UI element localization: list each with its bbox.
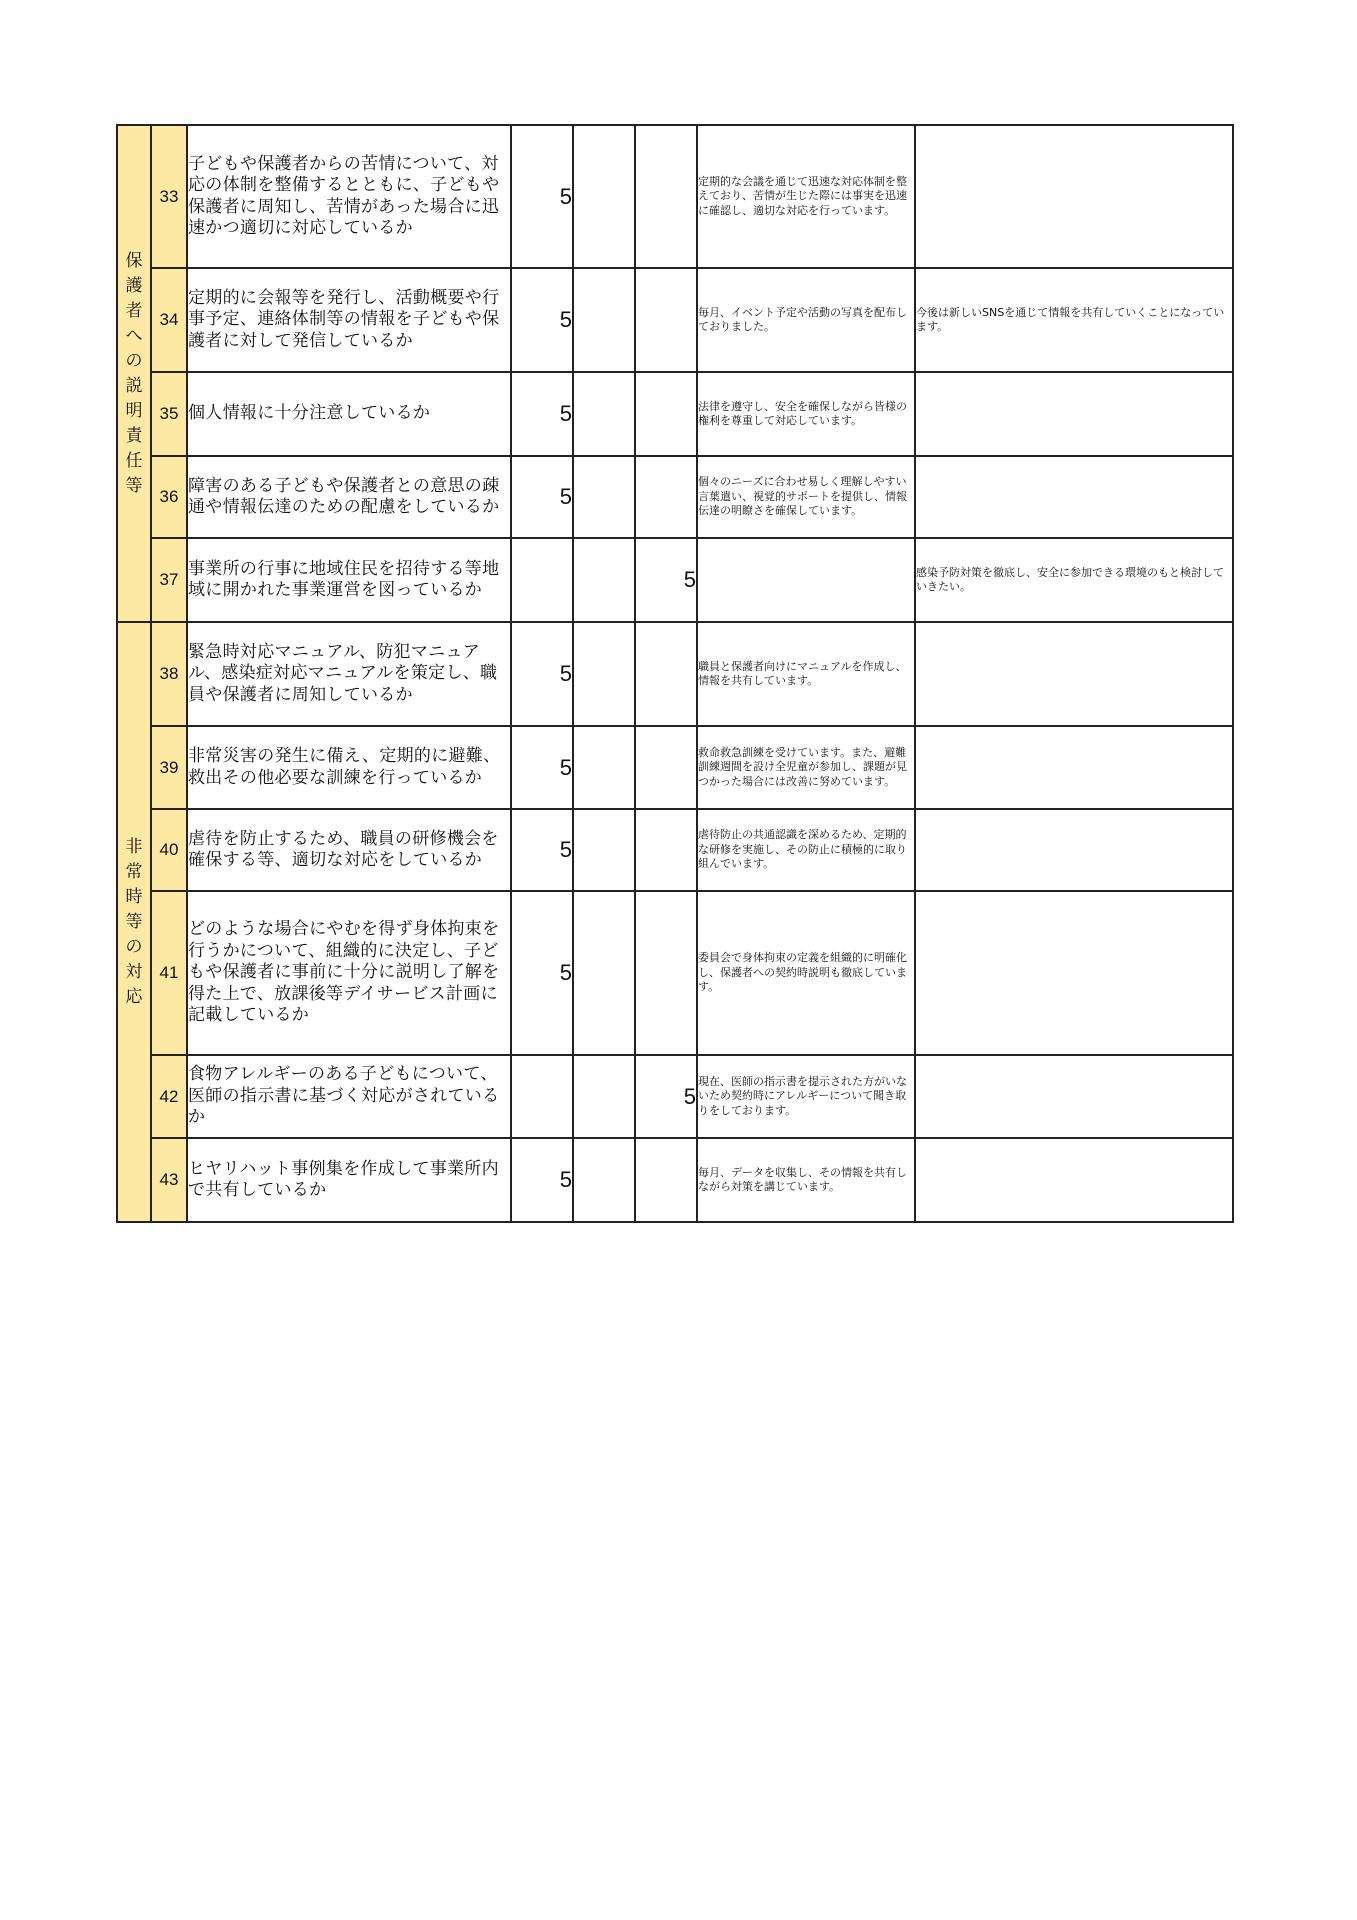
improvement-note [915, 125, 1233, 268]
status-note [697, 538, 915, 622]
item-number: 43 [151, 1138, 187, 1222]
status-note: 救命救急訓練を受けています。また、避難訓練週間を設け全児童が参加し、課題が見つかった場合には改善に努めています。 [697, 726, 915, 809]
count-yes [511, 1055, 573, 1138]
count-unknown [573, 809, 635, 891]
item-number: 37 [151, 538, 187, 622]
question-text: 定期的に会報等を発行し、活動概要や行事予定、連絡体制等の情報を子どもや保護者に対して発信しているか [187, 268, 511, 372]
count-yes: 5 [511, 1138, 573, 1222]
count-unknown [573, 1055, 635, 1138]
improvement-note [915, 372, 1233, 456]
table-row [117, 891, 1233, 1055]
table-row [117, 622, 1233, 726]
count-unknown [573, 268, 635, 372]
improvement-note [915, 891, 1233, 1055]
question-text: 緊急時対応マニュアル、防犯マニュアル、感染症対応マニュアルを策定し、職員や保護者に周知しているか [187, 622, 511, 726]
item-number: 36 [151, 456, 187, 538]
status-note: 毎月、イベント予定や活動の写真を配布しておりました。 [697, 268, 915, 372]
evaluation-table [116, 124, 1234, 1223]
improvement-note [915, 726, 1233, 809]
count-yes: 5 [511, 809, 573, 891]
count-unknown [573, 372, 635, 456]
item-number: 35 [151, 372, 187, 456]
improvement-note [915, 1055, 1233, 1138]
question-text: 障害のある子どもや保護者との意思の疎通や情報伝達のための配慮をしているか [187, 456, 511, 538]
count-unknown [573, 891, 635, 1055]
section-cell-emergency [117, 622, 151, 1222]
question-text: ヒヤリハット事例集を作成して事業所内で共有しているか [187, 1138, 511, 1222]
count-no [635, 726, 697, 809]
count-yes: 5 [511, 726, 573, 809]
improvement-note [915, 1138, 1233, 1222]
count-unknown [573, 622, 635, 726]
count-no [635, 372, 697, 456]
question-text: どのような場合にやむを得ず身体拘束を行うかについて、組織的に決定し、子どもや保護者に事前に十分に説明し了解を得た上で、放課後等デイサービス計画に記載しているか [187, 891, 511, 1055]
question-text: 虐待を防止するため、職員の研修機会を確保する等、適切な対応をしているか [187, 809, 511, 891]
question-text: 食物アレルギーのある子どもについて、医師の指示書に基づく対応がされているか [187, 1055, 511, 1138]
item-number: 40 [151, 809, 187, 891]
item-number: 41 [151, 891, 187, 1055]
count-no [635, 125, 697, 268]
count-no [635, 622, 697, 726]
count-unknown [573, 125, 635, 268]
count-yes: 5 [511, 372, 573, 456]
question-text: 事業所の行事に地域住民を招待する等地域に開かれた事業運営を図っているか [187, 538, 511, 622]
count-unknown [573, 726, 635, 809]
item-number: 33 [151, 125, 187, 268]
status-note: 委員会で身体拘束の定義を組織的に明確化し、保護者への契約時説明も徹底しています。 [697, 891, 915, 1055]
improvement-note: 今後は新しいSNSを通じて情報を共有していくことになっています。 [915, 268, 1233, 372]
item-number: 39 [151, 726, 187, 809]
count-yes: 5 [511, 268, 573, 372]
count-unknown [573, 1138, 635, 1222]
count-yes: 5 [511, 125, 573, 268]
item-number: 38 [151, 622, 187, 726]
status-note: 毎月、データを収集し、その情報を共有しながら対策を講じています。 [697, 1138, 915, 1222]
count-no [635, 809, 697, 891]
table-row [117, 268, 1233, 372]
count-no [635, 1138, 697, 1222]
status-note: 職員と保護者向けにマニュアルを作成し、情報を共有しています。 [697, 622, 915, 726]
count-no: 5 [635, 538, 697, 622]
improvement-note [915, 622, 1233, 726]
status-note: 法律を遵守し、安全を確保しながら皆様の権利を尊重して対応しています。 [697, 372, 915, 456]
improvement-note [915, 809, 1233, 891]
table-row [117, 125, 1233, 268]
question-text: 子どもや保護者からの苦情について、対応の体制を整備するとともに、子どもや保護者に周知し、苦情があった場合に迅速かつ適切に対応しているか [187, 125, 511, 268]
table-row [117, 726, 1233, 809]
table-row [117, 538, 1233, 622]
status-note: 現在、医師の指示書を提示された方がいないため契約時にアレルギーについて聞き取りをしております。 [697, 1055, 915, 1138]
table-row [117, 372, 1233, 456]
section-cell-accountability [117, 125, 151, 622]
table-body [117, 125, 1233, 1222]
improvement-note: 感染予防対策を徹底し、安全に参加できる環境のもと検討していきたい。 [915, 538, 1233, 622]
table-row [117, 1138, 1233, 1222]
status-note: 定期的な会議を通じて迅速な対応体制を整えており、苦情が生じた際には事実を迅速に確認し、適切な対応を行っています。 [697, 125, 915, 268]
count-yes: 5 [511, 622, 573, 726]
section-label: 非常時等の対応 [125, 836, 143, 1007]
question-text: 非常災害の発生に備え、定期的に避難、救出その他必要な訓練を行っているか [187, 726, 511, 809]
count-no [635, 891, 697, 1055]
status-note: 虐待防止の共通認識を深めるため、定期的な研修を実施し、その防止に積極的に取り組んでいます。 [697, 809, 915, 891]
count-yes: 5 [511, 456, 573, 538]
count-yes: 5 [511, 891, 573, 1055]
count-no [635, 456, 697, 538]
count-no: 5 [635, 1055, 697, 1138]
question-text: 個人情報に十分注意しているか [187, 372, 511, 456]
count-yes [511, 538, 573, 622]
count-unknown [573, 456, 635, 538]
item-number: 34 [151, 268, 187, 372]
count-unknown [573, 538, 635, 622]
table-row [117, 1055, 1233, 1138]
item-number: 42 [151, 1055, 187, 1138]
table-row [117, 456, 1233, 538]
section-label: 保護者への説明責任等 [125, 250, 143, 496]
improvement-note [915, 456, 1233, 538]
status-note: 個々のニーズに合わせ易しく理解しやすい言葉遣い、視覚的サポートを提供し、情報伝達の明瞭さを確保しています。 [697, 456, 915, 538]
table-row [117, 809, 1233, 891]
count-no [635, 268, 697, 372]
